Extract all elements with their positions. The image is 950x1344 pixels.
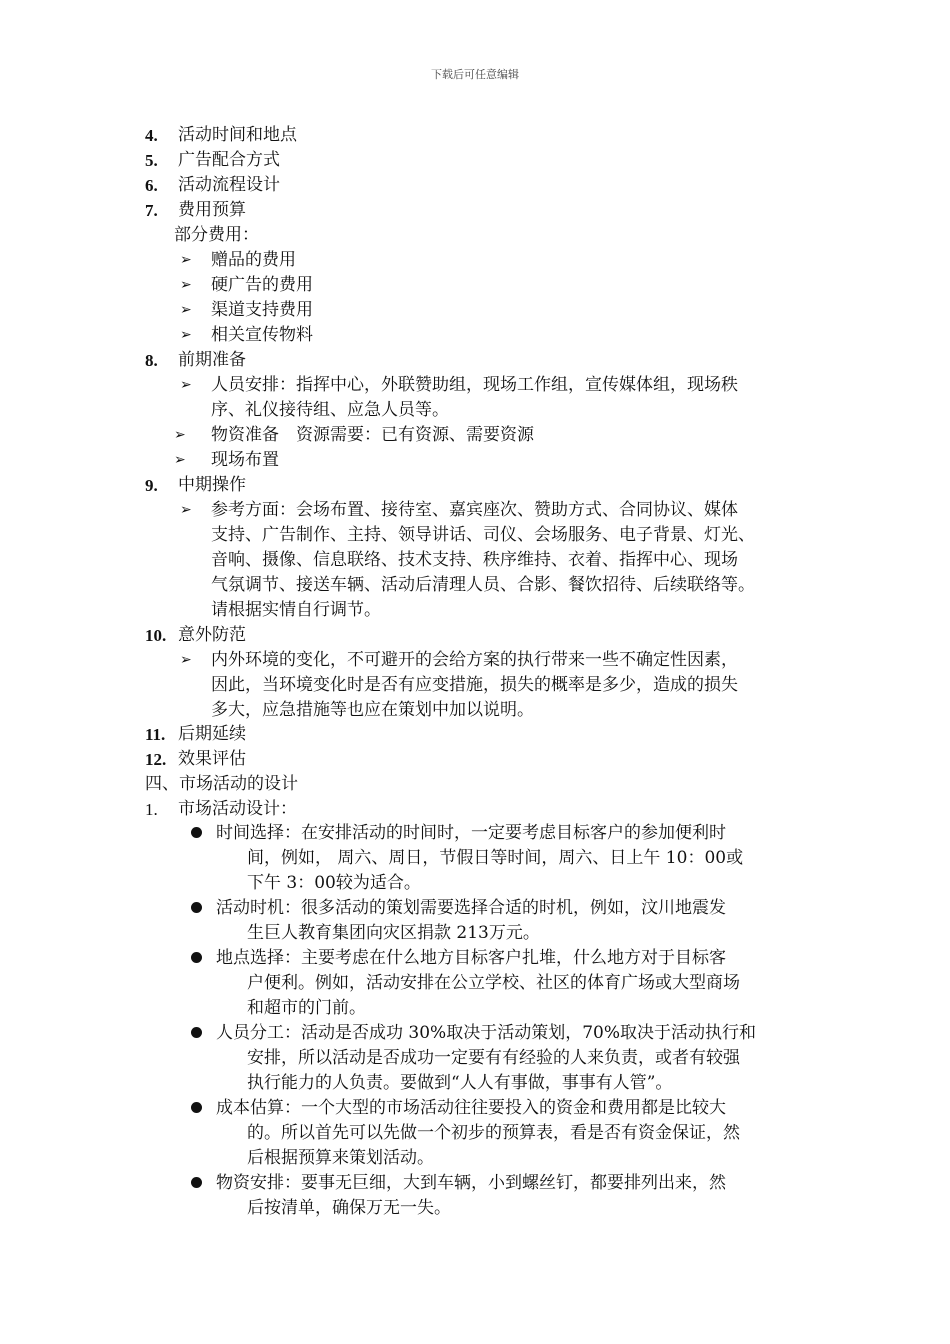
bullet-dot-icon xyxy=(191,1177,202,1188)
arrow-bullet-icon: ➢ xyxy=(180,327,192,343)
bullet-line: 下午 3：00较为适合。 xyxy=(247,873,421,893)
list-item: 后期延续 xyxy=(178,724,246,744)
list-number: 5. xyxy=(145,151,158,170)
arrow-bullet-icon: ➢ xyxy=(180,252,192,268)
list-number: 1. xyxy=(145,800,158,819)
prep-line: 序、礼仪接待组、应急人员等。 xyxy=(211,400,449,420)
mid-line: 气氛调节、接送车辆、活动后清理人员、合影、餐饮招待、后续联络等。 xyxy=(211,575,755,595)
list-item: 中期操作 xyxy=(178,475,246,495)
bullet-line: 间，例如， 周六、周日，节假日等时间，周六、日上午 10：00或 xyxy=(247,848,744,868)
list-number: 7. xyxy=(145,201,158,220)
list-item: 前期准备 xyxy=(178,350,246,370)
risk-line: 因此，当环境变化时是否有应变措施，损失的概率是多少，造成的损失 xyxy=(211,675,738,695)
budget-item: 赠品的费用 xyxy=(211,250,296,270)
subsection-heading: 市场活动设计： xyxy=(178,799,297,819)
bullet-line: 户便利。例如，活动安排在公立学校、社区的体育广场或大型商场 xyxy=(247,973,740,993)
bullet-line: 时间选择：在安排活动的时间时，一定要考虑目标客户的参加便利时 xyxy=(216,823,726,843)
section-heading: 四、市场活动的设计 xyxy=(145,774,298,794)
list-number: 4. xyxy=(145,126,158,145)
bullet-line: 和超市的门前。 xyxy=(247,998,366,1018)
arrow-bullet-icon: ➢ xyxy=(180,277,192,293)
list-item: 费用预算 xyxy=(178,200,246,220)
bullet-line: 人员分工：活动是否成功 30%取决于活动策划，70%取决于活动执行和 xyxy=(216,1023,756,1043)
arrow-bullet-icon: ➢ xyxy=(180,302,192,318)
mid-line: 支持、广告制作、主持、领导讲话、司仪、会场服务、电子背景、灯光、 xyxy=(211,525,755,545)
bullet-line: 执行能力的人负责。要做到“人人有事做，事事有人管”。 xyxy=(247,1073,673,1093)
arrow-bullet-icon: ➢ xyxy=(180,377,192,393)
list-number: 11. xyxy=(145,725,166,744)
risk-line: 内外环境的变化，不可避开的会给方案的执行带来一些不确定性因素， xyxy=(211,650,738,670)
prep-line: 现场布置 xyxy=(211,450,279,470)
list-item: 效果评估 xyxy=(178,749,246,769)
budget-item: 硬广告的费用 xyxy=(211,275,313,295)
bullet-line: 后根据预算来策划活动。 xyxy=(247,1148,434,1168)
bullet-line: 活动时机：很多活动的策划需要选择合适的时机，例如，汶川地震发 xyxy=(216,898,726,918)
arrow-bullet-icon: ➢ xyxy=(180,502,192,518)
list-number: 6. xyxy=(145,176,158,195)
budget-item: 相关宣传物料 xyxy=(211,325,313,345)
bullet-line: 安排，所以活动是否成功一定要有有经验的人来负责，或者有较强 xyxy=(247,1048,740,1068)
list-number: 8. xyxy=(145,351,158,370)
bullet-line: 物资安排：要事无巨细，大到车辆，小到螺丝钉，都要排列出来，然 xyxy=(216,1173,726,1193)
list-number: 10. xyxy=(145,626,167,645)
arrow-bullet-icon: ➢ xyxy=(174,452,186,468)
page-header: 下载后可任意编辑 xyxy=(431,68,519,81)
arrow-bullet-icon: ➢ xyxy=(180,652,192,668)
bullet-line: 的。所以首先可以先做一个初步的预算表，看是否有资金保证，然 xyxy=(247,1123,740,1143)
list-number: 9. xyxy=(145,476,158,495)
prep-line: 物资准备 资源需要：已有资源、需要资源 xyxy=(211,425,534,445)
prep-line: 人员安排：指挥中心，外联赞助组，现场工作组，宣传媒体组，现场秩 xyxy=(211,375,738,395)
bullet-dot-icon xyxy=(191,952,202,963)
mid-line: 音响、摄像、信息联络、技术支持、秩序维持、衣着、指挥中心、现场 xyxy=(211,550,738,570)
risk-line: 多大，应急措施等也应在策划中加以说明。 xyxy=(211,700,534,720)
list-item: 意外防范 xyxy=(178,625,246,645)
bullet-dot-icon xyxy=(191,827,202,838)
budget-intro: 部分费用： xyxy=(174,225,259,245)
mid-line: 请根据实情自行调节。 xyxy=(211,600,381,620)
list-item: 活动流程设计 xyxy=(178,175,280,195)
bullet-line: 成本估算：一个大型的市场活动往往要投入的资金和费用都是比较大 xyxy=(216,1098,726,1118)
bullet-dot-icon xyxy=(191,902,202,913)
list-number: 12. xyxy=(145,750,167,769)
bullet-line: 地点选择：主要考虑在什么地方目标客户扎堆，什么地方对于目标客 xyxy=(216,948,726,968)
bullet-line: 后按清单，确保万无一失。 xyxy=(247,1198,451,1218)
list-item: 广告配合方式 xyxy=(178,150,280,170)
bullet-dot-icon xyxy=(191,1102,202,1113)
mid-line: 参考方面：会场布置、接待室、嘉宾座次、赞助方式、合同协议、媒体 xyxy=(211,500,738,520)
budget-item: 渠道支持费用 xyxy=(211,300,313,320)
bullet-line: 生巨人教育集团向灾区捐款 213万元。 xyxy=(247,923,540,943)
arrow-bullet-icon: ➢ xyxy=(174,427,186,443)
list-item: 活动时间和地点 xyxy=(178,125,297,145)
bullet-dot-icon xyxy=(191,1027,202,1038)
